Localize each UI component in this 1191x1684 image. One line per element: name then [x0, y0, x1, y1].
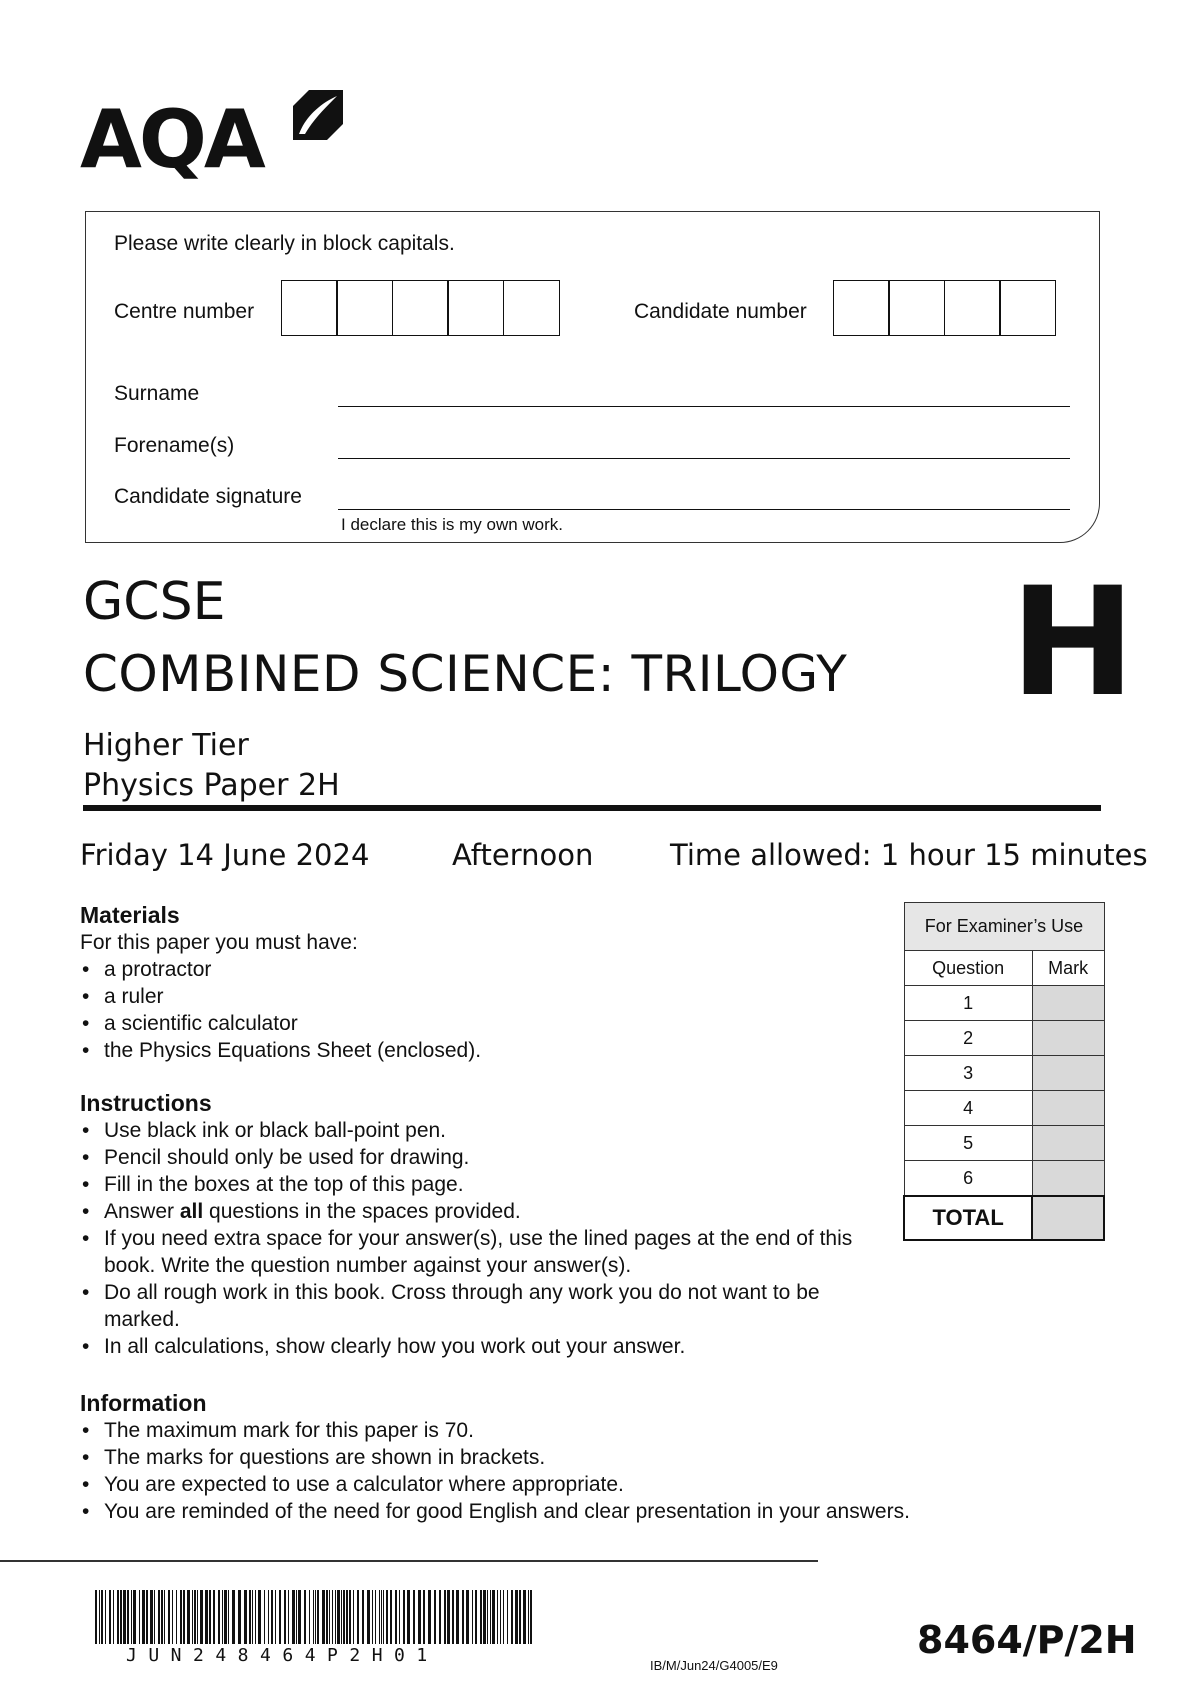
- barcode-bar: [462, 1590, 464, 1644]
- barcode-bar: [296, 1590, 297, 1644]
- time-allowed: Time allowed: 1 hour 15 minutes: [670, 838, 1148, 872]
- logo-text: AQA: [80, 93, 263, 186]
- barcode-bar: [379, 1590, 380, 1644]
- barcode-bar: [357, 1590, 359, 1644]
- barcode-bar: [158, 1590, 160, 1644]
- total-mark-cell: [1032, 1196, 1104, 1240]
- barcode-bar: [403, 1590, 405, 1644]
- subject-title: COMBINED SCIENCE: TRILOGY: [83, 645, 848, 703]
- barcode-bar: [279, 1590, 281, 1644]
- barcode-bar: [133, 1590, 136, 1644]
- barcode-bar: [335, 1590, 336, 1644]
- barcode-bar: [192, 1590, 193, 1644]
- question-number: 4: [904, 1091, 1032, 1126]
- candidate-digit-box[interactable]: [888, 280, 945, 336]
- barcode-bar: [142, 1590, 145, 1644]
- barcode-bar: [164, 1590, 165, 1644]
- barcode-bar: [483, 1590, 486, 1644]
- information-list: [80, 1417, 980, 1525]
- barcode-bar: [101, 1590, 103, 1644]
- barcode-bar: [407, 1590, 410, 1644]
- barcode-bar: [399, 1590, 400, 1644]
- instructions-list: [80, 1117, 880, 1360]
- barcode-bar: [515, 1590, 518, 1644]
- answer-all-bold: all: [179, 1200, 204, 1223]
- barcode-bar: [255, 1590, 256, 1644]
- barcode-bar: [475, 1590, 477, 1644]
- centre-digit-box[interactable]: [392, 280, 449, 336]
- question-column-header: Question: [904, 951, 1032, 986]
- title-divider: [83, 805, 1101, 811]
- qualification-title: GCSE: [83, 572, 226, 632]
- question-number: 2: [904, 1021, 1032, 1056]
- barcode-bar: [298, 1590, 301, 1644]
- barcode-bar: [353, 1590, 354, 1644]
- block-capitals-instruction: Please write clearly in block capitals.: [114, 232, 455, 255]
- list-item: [80, 1198, 880, 1225]
- barcode-bar: [322, 1590, 325, 1644]
- examiner-use-table: [903, 902, 1105, 1241]
- barcode-bar: [232, 1590, 235, 1644]
- barcode-bar: [161, 1590, 163, 1644]
- barcode-bar: [472, 1590, 473, 1644]
- list-item: • Use black ink or black ball-point pen.: [80, 1117, 880, 1144]
- barcode-image: [95, 1590, 535, 1644]
- materials-intro: For this paper you must have:: [80, 931, 358, 954]
- barcode-bar: [503, 1590, 504, 1644]
- barcode-bar: [309, 1590, 310, 1644]
- barcode-bar: [213, 1590, 215, 1644]
- barcode-bar: [530, 1590, 532, 1644]
- materials-heading: Materials: [80, 902, 180, 928]
- barcode-bar: [343, 1590, 345, 1644]
- signature-label: Candidate signature: [114, 485, 302, 508]
- barcode-bar: [523, 1590, 526, 1644]
- barcode-bar: [117, 1590, 119, 1644]
- barcode-bar: [172, 1590, 173, 1644]
- information-heading: Information: [80, 1390, 207, 1416]
- barcode-bar: [271, 1590, 273, 1644]
- list-item: • Do all rough work in this book. Cross through any work you do not want to be marked.: [80, 1279, 880, 1333]
- barcode-bar: [168, 1590, 170, 1644]
- barcode-bar: [194, 1590, 196, 1644]
- candidate-details-box: [85, 211, 1100, 543]
- centre-number-label: Centre number: [114, 300, 255, 323]
- mark-cell: [1032, 1126, 1104, 1161]
- barcode-bar: [113, 1590, 114, 1644]
- candidate-digit-box[interactable]: [944, 280, 1001, 336]
- mark-cell: [1032, 1056, 1104, 1091]
- list-item: • The maximum mark for this paper is 70.: [80, 1417, 980, 1444]
- barcode-bar: [244, 1590, 247, 1644]
- barcode-bar: [264, 1590, 265, 1644]
- centre-digit-box[interactable]: [336, 280, 393, 336]
- question-number: 6: [904, 1161, 1032, 1197]
- barcode-bar: [258, 1590, 261, 1644]
- barcode-bar: [317, 1590, 319, 1644]
- barcode-bar: [492, 1590, 495, 1644]
- barcode-bar: [268, 1590, 269, 1644]
- declaration-text: I declare this is my own work.: [341, 515, 564, 534]
- barcode-bar: [238, 1590, 241, 1644]
- barcode-bar: [326, 1590, 328, 1644]
- barcode-bar: [197, 1590, 198, 1644]
- barcode-bar: [120, 1590, 122, 1644]
- paper-label: Physics Paper 2H: [83, 768, 340, 803]
- list-item: • the Physics Equations Sheet (enclosed).: [80, 1037, 900, 1064]
- barcode-bar: [224, 1590, 227, 1644]
- reference-code: IB/M/Jun24/G4005/E9: [650, 1658, 778, 1673]
- answer-all-pre: Answer: [104, 1200, 180, 1223]
- list-item: • The marks for questions are shown in brackets.: [80, 1444, 980, 1471]
- barcode-bar: [127, 1590, 129, 1644]
- barcode-bar: [146, 1590, 148, 1644]
- list-item: • Pencil should only be used for drawing.: [80, 1144, 880, 1171]
- mark-column-header: Mark: [1032, 951, 1104, 986]
- barcode-bar: [383, 1590, 384, 1644]
- signature-line[interactable]: [338, 509, 1070, 510]
- exam-date: Friday 14 June 2024: [80, 838, 370, 872]
- list-item: • If you need extra space for your answer(s), use the lined pages at the end of this book. Write the question number against your answer(s).: [80, 1225, 880, 1279]
- barcode-bar: [183, 1590, 185, 1644]
- barcode-bar: [375, 1590, 376, 1644]
- barcode-bar: [395, 1590, 397, 1644]
- barcode-bar: [337, 1590, 340, 1644]
- mark-cell: [1032, 986, 1104, 1021]
- barcode-bar: [284, 1590, 286, 1644]
- barcode-bar: [150, 1590, 153, 1644]
- candidate-digit-box[interactable]: [999, 280, 1056, 336]
- paper-code: 8464/P/2H: [917, 1618, 1137, 1662]
- barcode-bar: [222, 1590, 223, 1644]
- barcode-bar: [511, 1590, 513, 1644]
- list-item: • a ruler: [80, 983, 900, 1010]
- barcode-bar: [200, 1590, 203, 1644]
- centre-digit-box[interactable]: [503, 280, 560, 336]
- barcode-bar: [313, 1590, 314, 1644]
- barcode-bar: [329, 1590, 330, 1644]
- barcode-bar: [519, 1590, 521, 1644]
- list-item: • a scientific calculator: [80, 1010, 900, 1037]
- centre-digit-box[interactable]: [281, 280, 338, 336]
- barcode-bar: [423, 1590, 425, 1644]
- barcode-bar: [341, 1590, 342, 1644]
- centre-number-boxes[interactable]: [282, 280, 560, 336]
- candidate-digit-box[interactable]: [833, 280, 890, 336]
- list-item: • a protractor: [80, 956, 900, 983]
- barcode-bar: [154, 1590, 155, 1644]
- barcode-bar: [507, 1590, 508, 1644]
- surname-line[interactable]: [338, 406, 1070, 407]
- barcode-bar: [487, 1590, 488, 1644]
- barcode-bar: [434, 1590, 436, 1644]
- examiner-table-title: For Examiner’s Use: [904, 903, 1104, 951]
- barcode-bar: [528, 1590, 529, 1644]
- barcode-bar: [386, 1590, 388, 1644]
- forename-label: Forename(s): [114, 434, 235, 457]
- barcode-bar: [418, 1590, 421, 1644]
- information-section: [80, 1390, 980, 1525]
- forename-line[interactable]: [338, 458, 1070, 459]
- barcode-bar: [275, 1590, 276, 1644]
- barcode-bar: [105, 1590, 106, 1644]
- mark-cell: [1032, 1091, 1104, 1126]
- barcode-bar: [180, 1590, 182, 1644]
- barcode-bar: [252, 1590, 253, 1644]
- barcode-bar: [456, 1590, 459, 1644]
- barcode-bar: [109, 1590, 111, 1644]
- question-number: 3: [904, 1056, 1032, 1091]
- barcode-bar: [209, 1590, 211, 1644]
- list-item: • You are expected to use a calculator where appropriate.: [80, 1471, 980, 1498]
- barcode-bar: [139, 1590, 140, 1644]
- barcode-bar: [99, 1590, 100, 1644]
- centre-digit-box[interactable]: [447, 280, 504, 336]
- barcode-bar: [413, 1590, 415, 1644]
- candidate-number-label: Candidate number: [634, 300, 807, 323]
- barcode-bar: [176, 1590, 177, 1644]
- barcode-bar: [428, 1590, 431, 1644]
- barcode-bar: [187, 1590, 190, 1644]
- materials-list: [80, 956, 900, 1064]
- aqa-logo: [80, 88, 350, 188]
- barcode-bar: [315, 1590, 316, 1644]
- barcode-bar: [218, 1590, 220, 1644]
- exam-session: Afternoon: [452, 838, 594, 872]
- barcode-bar: [205, 1590, 208, 1644]
- barcode-bar: [466, 1590, 469, 1644]
- barcode-bar: [381, 1590, 382, 1644]
- list-item: • Fill in the boxes at the top of this page.: [80, 1171, 880, 1198]
- tier-label: Higher Tier: [83, 728, 249, 763]
- barcode-bar: [490, 1590, 491, 1644]
- list-item: • In all calculations, show clearly how you work out your answer.: [80, 1333, 880, 1360]
- barcode-bar: [497, 1590, 498, 1644]
- materials-section: [80, 902, 900, 1064]
- barcode-bar: [439, 1590, 441, 1644]
- question-number: 1: [904, 986, 1032, 1021]
- surname-label: Surname: [114, 382, 200, 405]
- barcode-bar: [346, 1590, 348, 1644]
- tier-letter: H: [1010, 556, 1136, 730]
- barcode-bar: [332, 1590, 333, 1644]
- barcode-bar: [372, 1590, 373, 1644]
- barcode-text: JUN248464P2H01: [126, 1645, 439, 1666]
- answer-all-post: questions in the spaces provided.: [203, 1200, 521, 1223]
- barcode-bar: [249, 1590, 251, 1644]
- barcode-bar: [447, 1590, 450, 1644]
- barcode-bar: [444, 1590, 446, 1644]
- instructions-heading: Instructions: [80, 1090, 212, 1116]
- barcode-bar: [480, 1590, 482, 1644]
- barcode-bar: [131, 1590, 132, 1644]
- total-label: TOTAL: [904, 1196, 1032, 1240]
- instructions-section: [80, 1090, 880, 1360]
- mark-cell: [1032, 1021, 1104, 1056]
- barcode-bar: [367, 1590, 370, 1644]
- barcode-bar: [228, 1590, 229, 1644]
- footer-divider: [0, 1560, 818, 1562]
- barcode-bar: [452, 1590, 454, 1644]
- barcode-bar: [362, 1590, 364, 1644]
- barcode-bar: [292, 1590, 295, 1644]
- barcode-bar: [390, 1590, 392, 1644]
- barcode-bar: [500, 1590, 501, 1644]
- barcode-bar: [304, 1590, 306, 1644]
- mark-cell: [1032, 1161, 1104, 1197]
- question-number: 5: [904, 1126, 1032, 1161]
- barcode-bar: [288, 1590, 289, 1644]
- logo-leaf-icon: [285, 88, 345, 148]
- barcode-bar: [95, 1590, 97, 1644]
- list-item: • You are reminded of the need for good English and clear presentation in your answers.: [80, 1498, 980, 1525]
- candidate-number-boxes[interactable]: [834, 280, 1056, 336]
- barcode-bar: [349, 1590, 351, 1644]
- barcode-bar: [123, 1590, 126, 1644]
